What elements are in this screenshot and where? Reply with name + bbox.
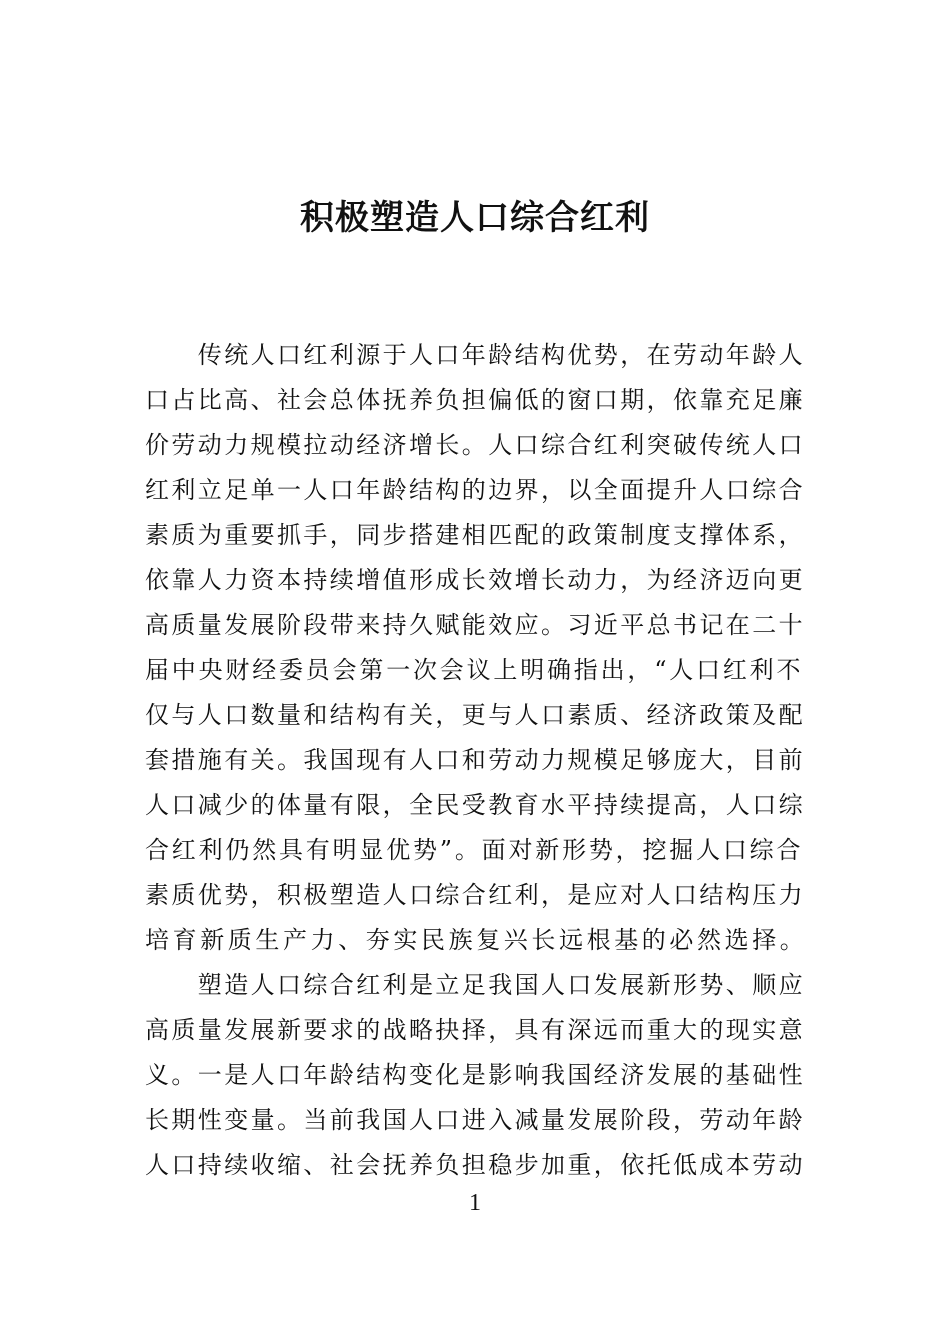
text-line: 红利立足单一人口年龄结构的边界，以全面提升人口综合 <box>145 476 805 504</box>
document-body <box>145 333 807 1188</box>
text-line: 仅与人口数量和结构有关，更与人口素质、经济政策及配 <box>145 701 805 729</box>
text-line: 培育新质生产力、夯实民族复兴长远根基的必然选择。 <box>145 926 808 954</box>
text-line: 塑造人口综合红利是立足我国人口发展新形势、顺应 <box>145 971 805 999</box>
text-line: 届中央财经委员会第一次会议上明确指出，“人口红利不 <box>145 656 804 684</box>
text-line: 高质量发展阶段带来持久赋能效应。习近平总书记在二十 <box>145 611 805 639</box>
text-line: 长期性变量。当前我国人口进入减量发展阶段，劳动年龄 <box>145 1106 805 1134</box>
text-line: 合红利仍然具有明显优势”。面对新形势，挖掘人口综合 <box>145 836 804 864</box>
text-line: 口占比高、社会总体抚养负担偏低的窗口期，依靠充足廉 <box>145 386 805 414</box>
document-title: 积极塑造人口综合红利 <box>300 198 650 238</box>
text-line: 依靠人力资本持续增值形成长效增长动力，为经济迈向更 <box>145 566 805 594</box>
text-line: 套措施有关。我国现有人口和劳动力规模足够庞大，目前 <box>145 746 805 774</box>
text-line: 人口减少的体量有限，全民受教育水平持续提高，人口综 <box>145 791 805 819</box>
text-line: 人口持续收缩、社会抚养负担稳步加重，依托低成本劳动 <box>145 1151 805 1179</box>
text-line: 素质优势，积极塑造人口综合红利，是应对人口结构压力 <box>145 881 805 909</box>
text-line: 义。一是人口年龄结构变化是影响我国经济发展的基础性 <box>145 1061 805 1089</box>
text-line: 素质为重要抓手，同步搭建相匹配的政策制度支撑体系， <box>145 521 805 549</box>
text-line: 传统人口红利源于人口年龄结构优势，在劳动年龄人 <box>145 341 805 369</box>
page-number: 1 <box>469 1190 481 1216</box>
text-line: 价劳动力规模拉动经济增长。人口综合红利突破传统人口 <box>145 431 805 459</box>
text-line: 高质量发展新要求的战略抉择，具有深远而重大的现实意 <box>145 1016 805 1044</box>
